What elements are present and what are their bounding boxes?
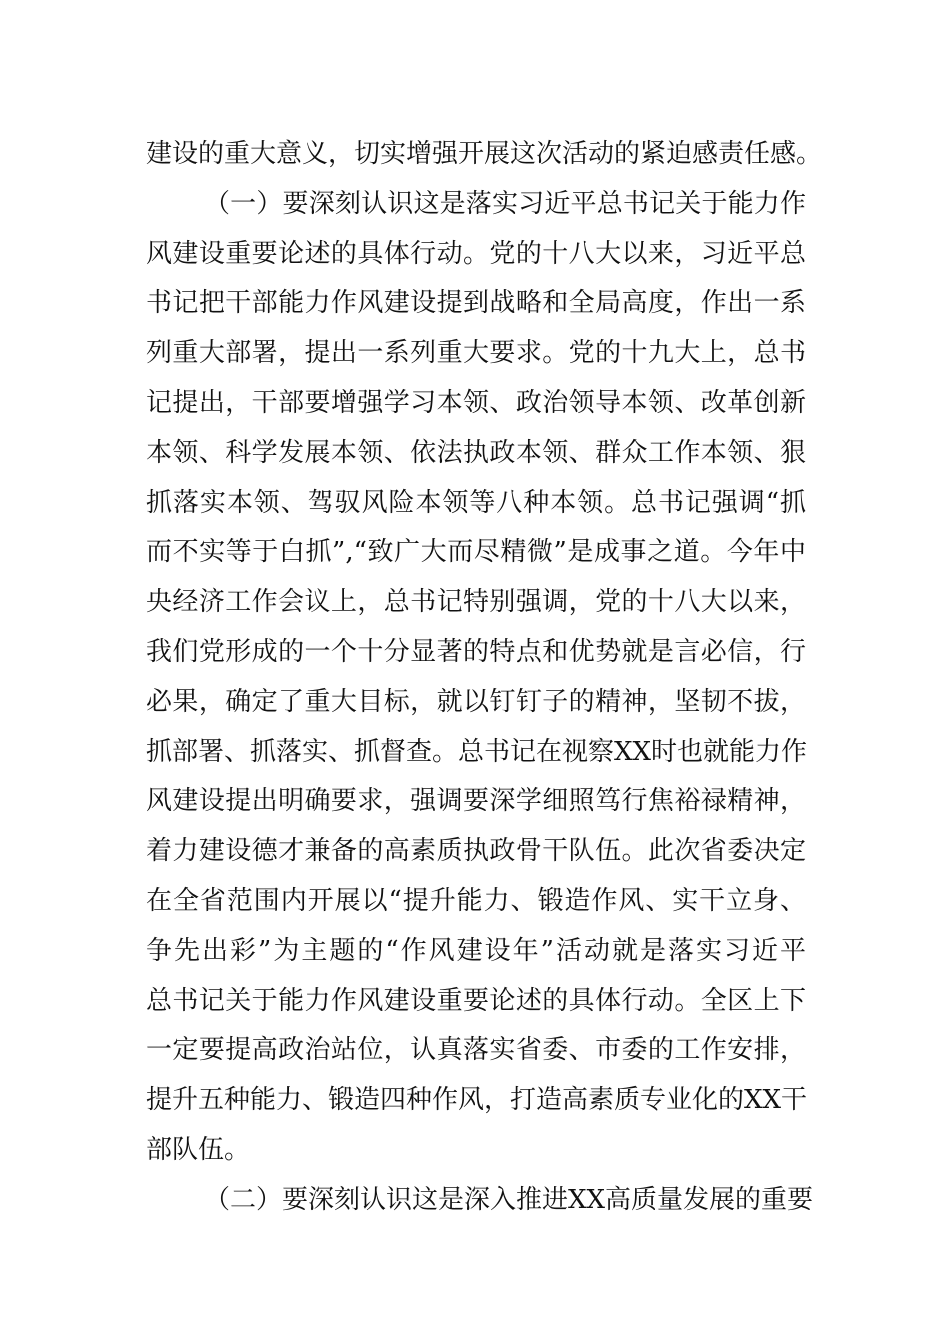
text-line: 争先出彩”为主题的“作风建设年”活动就是落实习近平: [146, 935, 806, 966]
text-line: 列重大部署，提出一系列重大要求。党的十九大上，总书: [146, 338, 806, 369]
text-line: 记提出，干部要增强学习本领、政治领导本领、改革创新: [146, 387, 806, 418]
text-line: 总书记关于能力作风建设重要论述的具体行动。全区上下: [146, 985, 806, 1016]
paragraph-two-first-line: （二）要深刻认识这是深入推进XX高质量发展的重要: [204, 1184, 814, 1215]
text-line: 必果，确定了重大目标，就以钉钉子的精神，坚韧不拔，: [146, 686, 806, 717]
text-line: 央经济工作会议上，总书记特别强调，党的十八大以来，: [146, 587, 806, 618]
text-line: 风建设提出明确要求，强调要深学细照笃行焦裕禄精神，: [146, 786, 806, 817]
text-line: 抓部署、抓落实、抓督查。总书记在视察XX时也就能力作: [146, 736, 808, 767]
text-line: 建设的重大意义，切实增强开展这次活动的紧迫感责任感。: [146, 139, 823, 169]
text-line: 抓落实本领、驾驭风险本领等八种本领。总书记强调“抓: [146, 487, 806, 518]
text-line: 一定要提高政治站位，认真落实省委、市委的工作安排，: [146, 1035, 806, 1066]
text-line: 书记把干部能力作风建设提到战略和全局高度，作出一系: [146, 288, 806, 319]
text-line: 提升五种能力、锻造四种作风，打造高素质专业化的XX干: [146, 1085, 808, 1116]
paragraph-one-first-line: （一）要深刻认识这是落实习近平总书记关于能力作: [204, 188, 806, 219]
text-line: 我们党形成的一个十分显著的特点和优势就是言必信，行: [146, 636, 806, 667]
text-line: 风建设重要论述的具体行动。党的十八大以来，习近平总: [146, 238, 806, 269]
text-line: 着力建设德才兼备的高素质执政骨干队伍。此次省委决定: [146, 836, 806, 867]
text-line: 本领、科学发展本领、依法执政本领、群众工作本领、狠: [146, 437, 806, 468]
text-line: 在全省范围内开展以“提升能力、锻造作风、实干立身、: [146, 885, 806, 916]
body-text: [146, 130, 823, 1226]
text-line: 而不实等于白抓”,“致广大而尽精微”是成事之道。今年中: [146, 537, 806, 568]
text-line: 部队伍。: [146, 1134, 251, 1165]
